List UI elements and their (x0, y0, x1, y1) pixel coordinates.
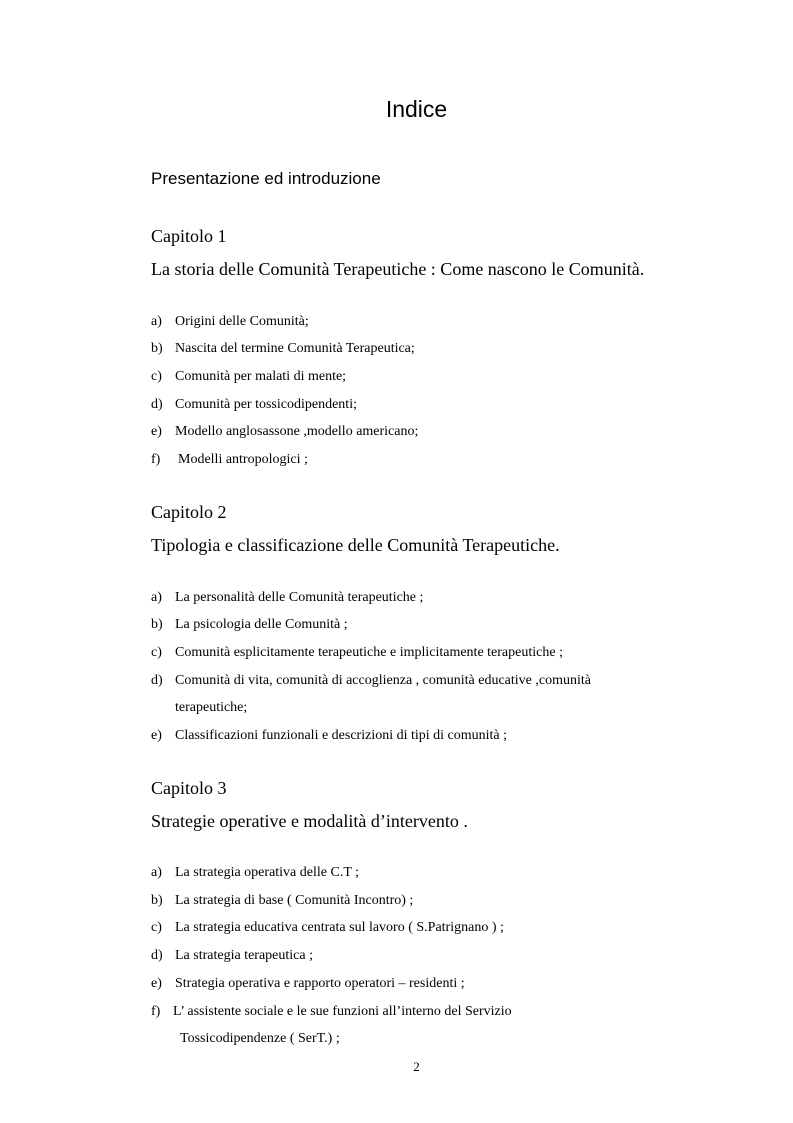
toc-item (151, 313, 309, 331)
toc-item (151, 644, 563, 662)
chapter-2-label: Capitolo 2 (151, 502, 227, 522)
item-text: La personalità delle Comunità terapeutiche ; (175, 590, 424, 605)
intro-entry: Presentazione ed introduzione (151, 169, 381, 188)
toc-item (151, 672, 591, 690)
item-continuation: Tossicodipendenze ( SerT.) ; (180, 1031, 340, 1046)
item-marker: c) (151, 645, 162, 660)
item-marker: a) (151, 314, 162, 329)
toc-item (151, 589, 423, 607)
toc-item (151, 975, 465, 993)
chapter-3-label: Capitolo 3 (151, 778, 227, 798)
page-title: Indice (385, 96, 448, 122)
toc-item (151, 892, 413, 910)
toc-item (151, 864, 359, 882)
item-text: Nascita del termine Comunità Terapeutica; (175, 341, 415, 356)
item-text: La psicologia delle Comunità ; (175, 617, 348, 632)
item-marker: d) (151, 397, 163, 412)
item-text: Comunità esplicitamente terapeutiche e implicitamente terapeutiche ; (175, 645, 563, 660)
toc-item (151, 396, 357, 414)
toc-item (151, 368, 346, 386)
item-marker: c) (151, 369, 162, 384)
toc-item (151, 727, 507, 745)
item-text: Comunità per malati di mente; (175, 369, 347, 384)
toc-item (151, 919, 504, 937)
chapter-3-title: Strategie operative e modalità d’intervento . (151, 811, 468, 831)
item-marker: c) (151, 920, 162, 935)
item-marker: a) (151, 865, 162, 880)
item-text: Strategia operativa e rapporto operatori – residenti ; (175, 976, 465, 991)
item-text: La strategia operativa delle C.T ; (175, 865, 360, 880)
toc-item (151, 340, 415, 358)
item-continuation: terapeutiche; (175, 700, 248, 715)
item-text: La strategia educativa centrata sul lavoro ( S.Patrignano ) ; (175, 920, 504, 935)
item-text: L’ assistente sociale e le sue funzioni all’interno del Servizio (173, 1004, 512, 1019)
item-text: Modello anglosassone ,modello americano; (175, 424, 419, 439)
item-marker: b) (151, 893, 163, 908)
item-marker: e) (151, 424, 162, 439)
item-text: La strategia di base ( Comunità Incontro) ; (175, 893, 414, 908)
item-marker: d) (151, 948, 163, 963)
item-marker: f) (151, 452, 161, 467)
toc-item (151, 451, 308, 469)
item-marker: a) (151, 590, 162, 605)
chapter-1-label: Capitolo 1 (151, 226, 227, 246)
item-marker: b) (151, 617, 163, 632)
item-marker: e) (151, 728, 162, 743)
item-marker: f) (151, 1004, 161, 1019)
item-text: Comunità per tossicodipendenti; (175, 397, 357, 412)
toc-item (151, 1003, 512, 1021)
chapter-2-title: Tipologia e classificazione delle Comunità Terapeutiche. (151, 535, 560, 555)
toc-item (151, 423, 418, 441)
item-text: Comunità di vita, comunità di accoglienza , comunità educative ,comunità (175, 673, 591, 688)
item-text: La strategia terapeutica ; (175, 948, 313, 963)
chapter-1-title: La storia delle Comunità Terapeutiche : Come nascono le Comunità. (151, 259, 645, 279)
item-text: Classificazioni funzionali e descrizioni di tipi di comunità ; (175, 728, 508, 743)
item-marker: b) (151, 341, 163, 356)
toc-item (151, 947, 313, 965)
toc-item (151, 616, 348, 634)
item-text: Modelli antropologici ; (178, 452, 308, 467)
item-marker: e) (151, 976, 162, 991)
item-marker: d) (151, 673, 163, 688)
page-number: 2 (413, 1059, 420, 1074)
item-text: Origini delle Comunità; (175, 314, 309, 329)
